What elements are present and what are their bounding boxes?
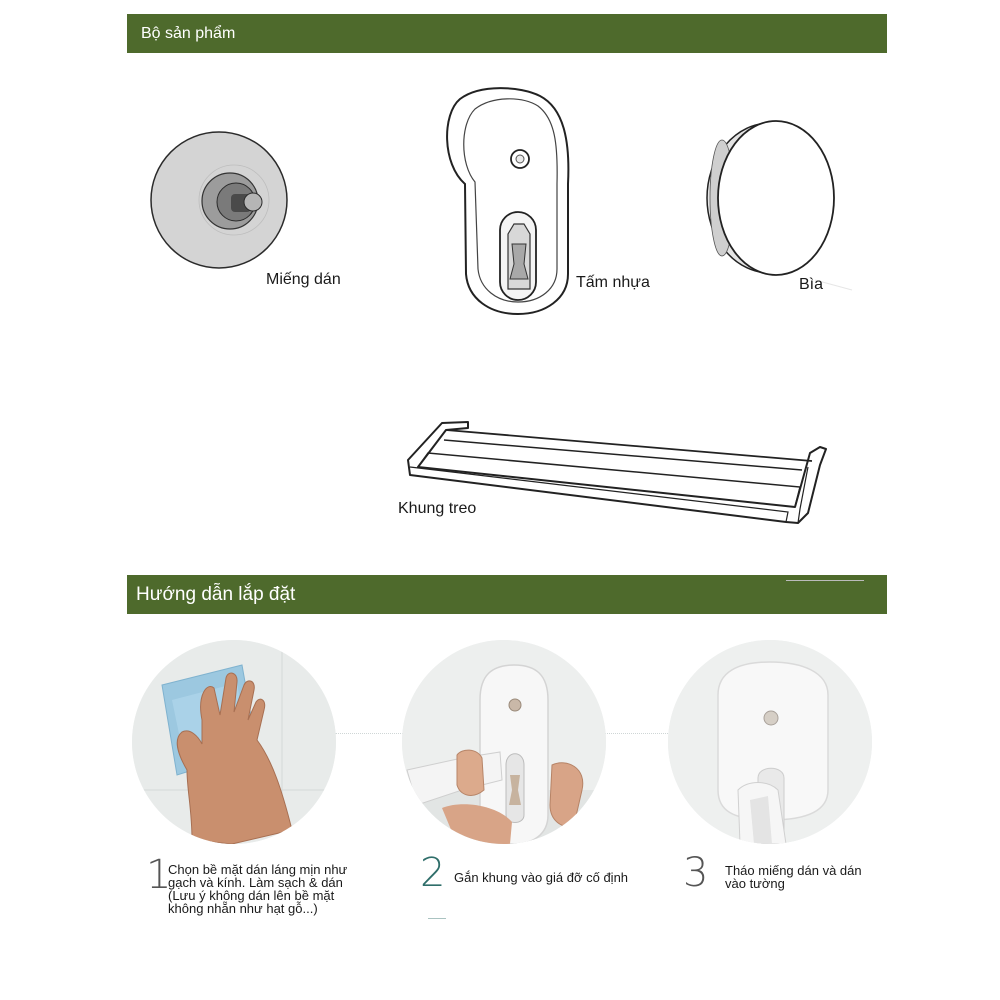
part-label-frame: Khung treo (398, 500, 477, 517)
mounted-holder-photo (668, 640, 872, 844)
decorative-line (428, 918, 446, 919)
suction-pad-icon (148, 118, 290, 283)
step-line: Gắn khung vào giá đỡ cố định (454, 870, 629, 885)
part-label-suction-pad: Miếng dán (266, 271, 341, 288)
cleaning-wall-photo (132, 640, 336, 844)
section-title: Hướng dẫn lắp đặt (136, 583, 296, 605)
attach-frame-photo (402, 640, 606, 844)
connector-line (604, 733, 670, 734)
step-line: Chọn bề mặt dán láng mịn như (168, 862, 348, 877)
step-number: 2 (420, 850, 446, 896)
step-line: gạch và kính. Làm sạch & dán (168, 875, 343, 890)
part-label-cover: Bìa (799, 276, 824, 293)
step-line: Tháo miếng dán và dán (725, 863, 862, 878)
step-number: 3 (683, 850, 709, 896)
section-header-install (127, 575, 887, 614)
part-label-plastic-plate: Tấm nhựa (576, 274, 650, 291)
plastic-plate-icon (440, 84, 570, 319)
step-description (168, 863, 347, 915)
step-description (454, 871, 628, 884)
step-description (725, 864, 862, 890)
connector-line (335, 733, 405, 734)
section-title: Bộ sản phẩm (141, 24, 236, 42)
step-line: (Lưu ý không dán lên bề mặt (168, 888, 335, 903)
step-number: 1 (146, 852, 172, 898)
step-line: vào tường (725, 876, 785, 891)
cover-cap-icon (700, 118, 842, 288)
section-header-parts (127, 14, 887, 53)
decorative-line (786, 580, 864, 581)
step-line: không nhẵn như hạt gỗ...) (168, 901, 318, 916)
